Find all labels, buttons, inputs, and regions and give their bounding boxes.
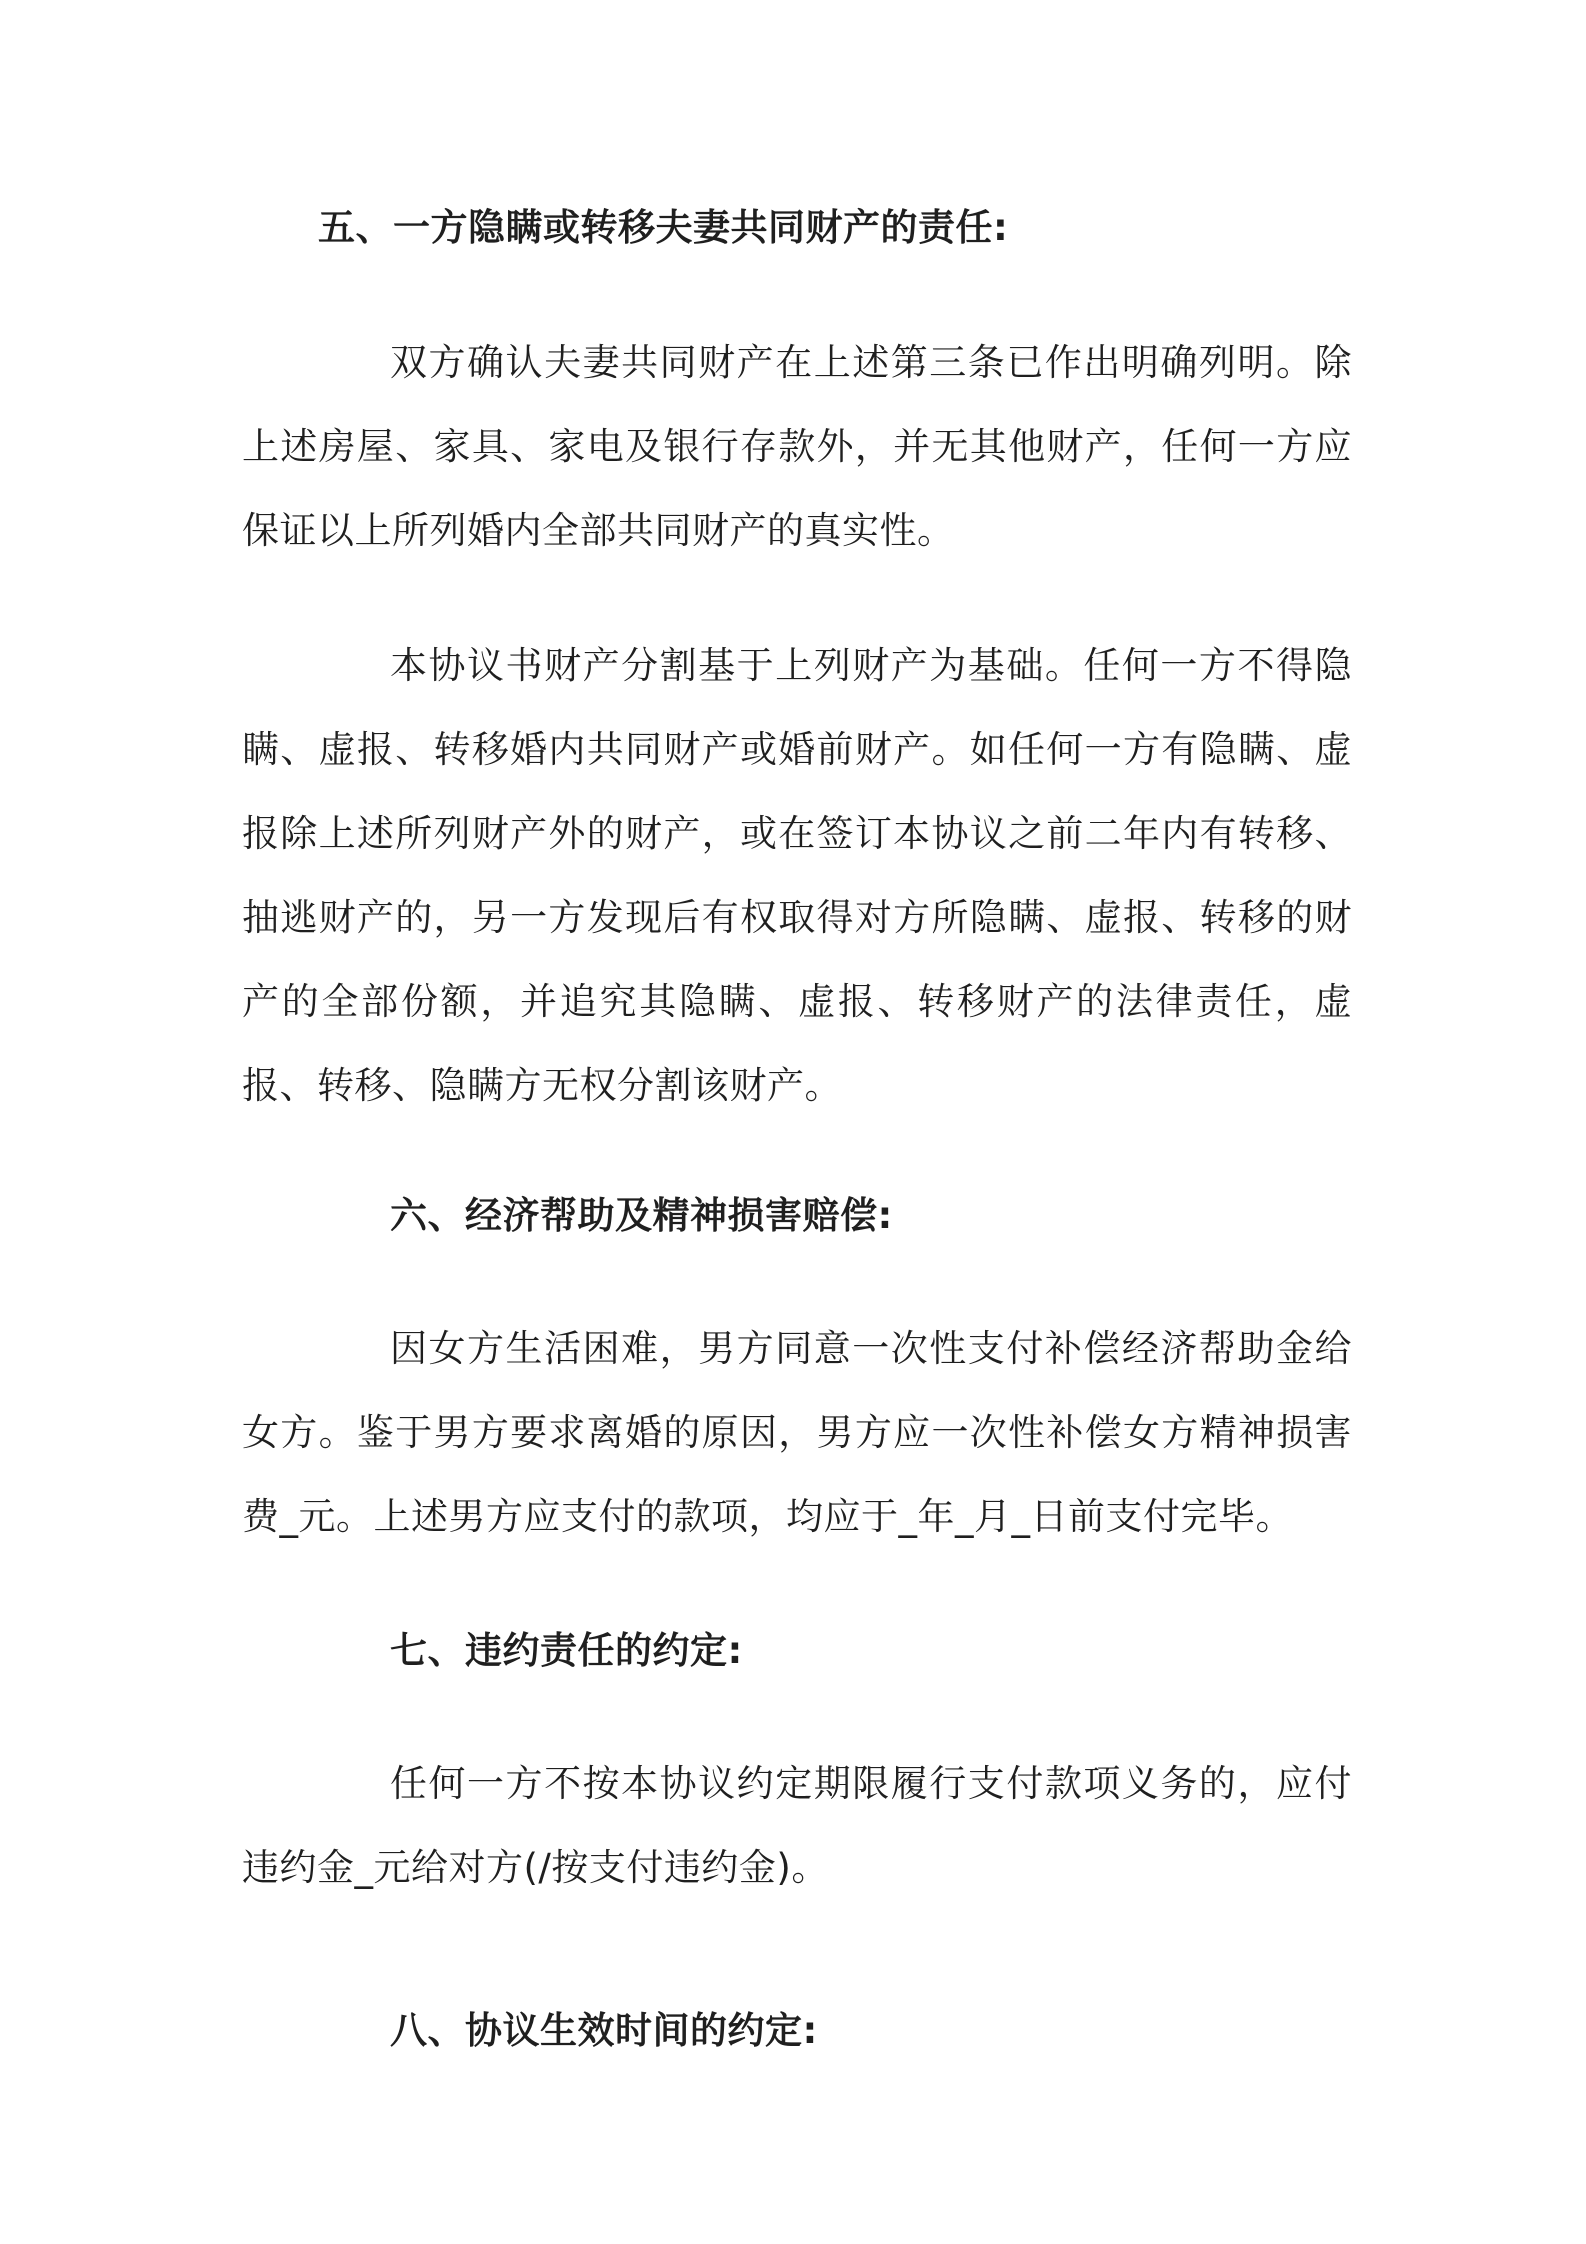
section-7-paragraph-1: 任何一方不按本协议约定期限履行支付款项义务的，应付违约金_元给对方(/按支付违约金)。 [242, 1762, 1352, 1889]
section-heading-6: 六、经济帮助及精神损害赔偿: [390, 1194, 893, 1237]
section-heading-8: 八、协议生效时间的约定: [390, 2009, 818, 2052]
section-6-paragraph-1: 因女方生活困难，男方同意一次性支付补偿经济帮助金给女方。鉴于男方要求离婚的原因，男方应一次性补偿女方精神损害费_元。上述男方应支付的款项，均应于_年_月_日前支付完毕。 [242, 1327, 1352, 1538]
section-5-paragraph-2: 本协议书财产分割基于上列财产为基础。任何一方不得隐瞒、虚报、转移婚内共同财产或婚前财产。如任何一方有隐瞒、虚报除上述所列财产外的财产，或在签订本协议之前二年内有转移、抽逃财产的，另一方发现后有权取得对方所隐瞒、虚报、转移的财产的全部份额，并追究其隐瞒、虚报、转移财产的法律责任，虚报、转移、隐瞒方无权分割该财产。 [242, 644, 1352, 1107]
section-5-paragraph-1: 双方确认夫妻共同财产在上述第三条已作出明确列明。除上述房屋、家具、家电及银行存款外，并无其他财产，任何一方应保证以上所列婚内全部共同财产的真实性。 [242, 341, 1352, 552]
section-heading-7: 七、违约责任的约定: [390, 1629, 743, 1672]
section-heading-5: 五、一方隐瞒或转移夫妻共同财产的责任: [318, 206, 1009, 249]
